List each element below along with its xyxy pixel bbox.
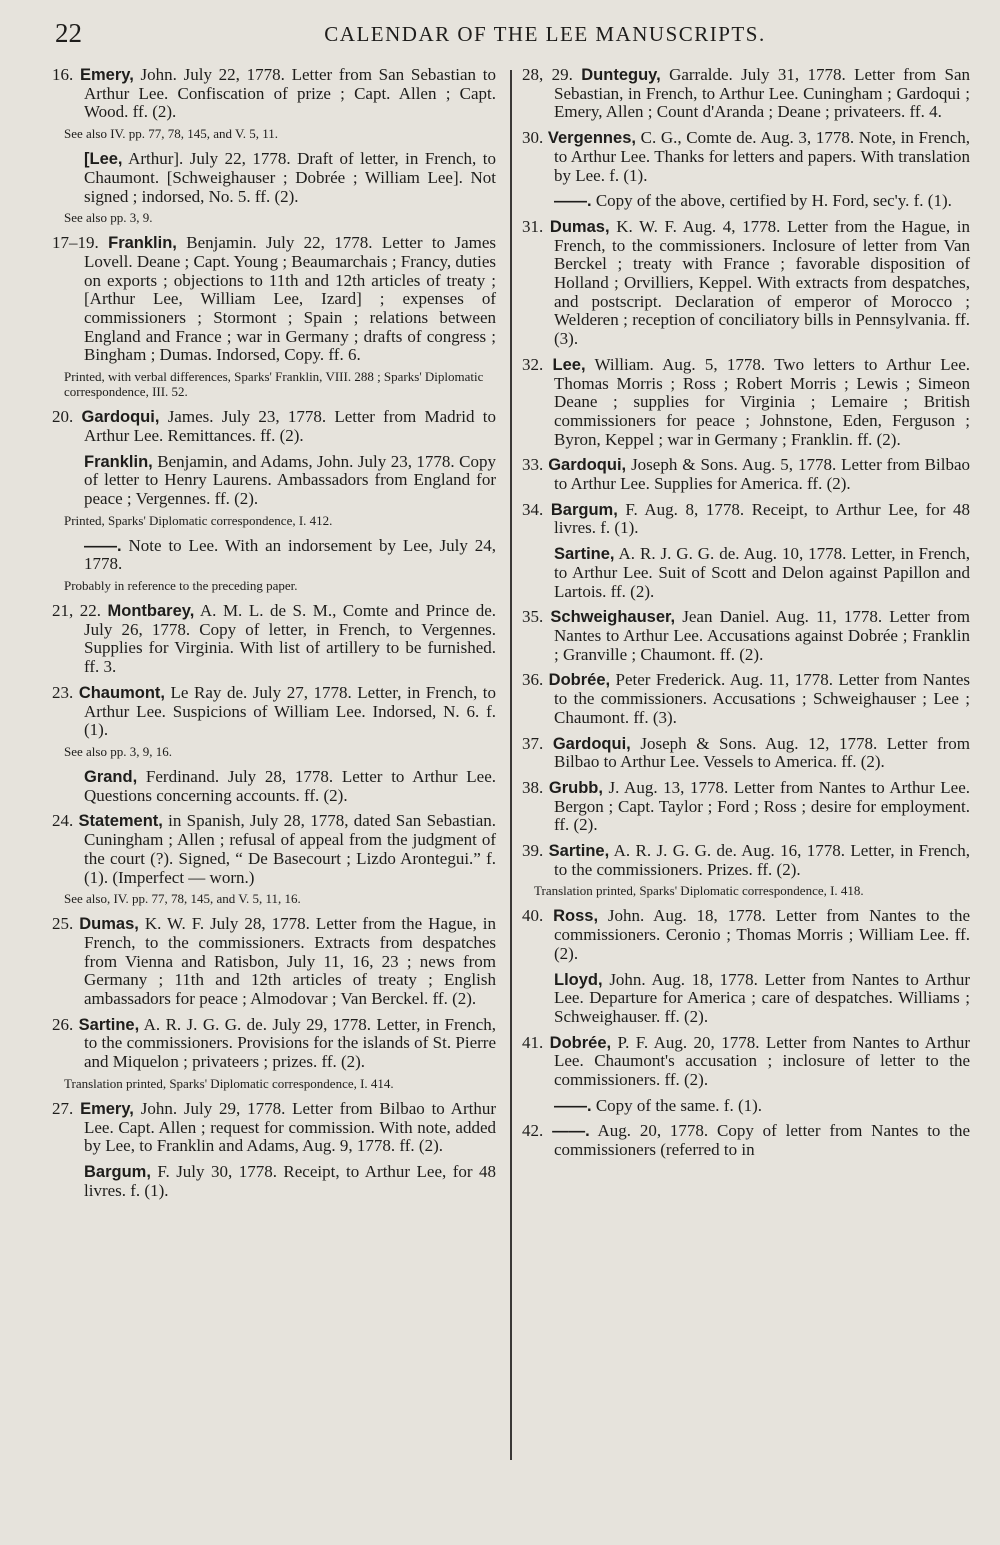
entry-note: See also pp. 3, 9. [64,210,153,226]
entry-text: Copy of the above, certified by H. Ford, sec'y. f. (1). [591,191,952,211]
entry-text: William. Aug. 5, 1778. Two letters to Arthur Lee. Thomas Morris ; Ross ; Robert Morris ; Lewis ; Simeon Deane ; supplies for Virginia ; Lemaire ; British commissioners for peace ; Johnstone, Eden, Ferguson ; Byron, Keppel ; war in Germany ; Franklin. ff. (2). [554,354,970,449]
entry-text: James. July 23, 1778. Letter from Madrid to Arthur Lee. Remittances. ff. (2). [84,407,497,445]
entry-text: P. F. Aug. 20, 1778. Letter from Nantes to Arthur Lee. Chaumont's accusation ; inclosure of letter to the commissioners. ff. (2). [554,1032,970,1090]
calendar-entry [52,684,496,740]
entry-text: Joseph & Sons. Aug. 12, 1778. Letter from Bilbao to Arthur Lee. Vessels to America. ff. (2). [554,733,970,772]
entry-number: 24. [52,811,74,831]
entry-number: 27. [52,1098,74,1118]
entry-name: ——. [554,1096,592,1115]
calendar-entry [52,1163,496,1200]
entry-name: Montbarey, [107,602,195,621]
calendar-entry [52,915,496,1009]
calendar-entry [522,1097,970,1116]
calendar-entry [522,218,970,349]
entry-number: 28, 29. [522,65,573,84]
entry-number: 21, 22. [52,601,102,621]
entry-name: ——. [552,1122,590,1141]
entry-text: Copy of the same. f. (1). [591,1095,763,1115]
entry-text: A. R. J. G. G. de. Aug. 16, 1778. Letter, in French, to the commissioners. Prizes. ff. (2). [554,841,970,879]
entry-text: Joseph & Sons. Aug. 5, 1778. Letter from Bilbao to Arthur Lee. Supplies for America. ff. (2). [554,455,971,494]
entry-text: John. Aug. 18, 1778. Letter from Nantes to the commissioners. Ceronio ; Thomas Morris ; William Lee. ff. (2). [554,906,971,963]
calendar-entry [522,1122,970,1159]
entry-name: Gardoqui, [552,734,631,753]
entry-note: See also pp. 3, 9, 16. [64,743,172,759]
entry-text: F. July 30, 1778. Receipt, to Arthur Lee, for 48 livres. f. (1). [84,1161,496,1200]
column-divider [510,70,512,1460]
entry-number: 36. [522,670,544,690]
calendar-entry [522,129,970,185]
entry-name: Bargum, [550,500,618,519]
entry-name: Schweighauser, [550,608,676,627]
entry-name: [Lee, [84,150,123,169]
entry-number: 26. [52,1014,74,1034]
entry-number: 16. [52,65,74,84]
entry-text: F. Aug. 8, 1778. Receipt, to Arthur Lee, for 48 livres. f. (1). [554,499,971,538]
calendar-entry [52,1100,496,1156]
entry-number: 32. [522,354,544,374]
calendar-entry [522,842,970,879]
calendar-entry [522,545,970,601]
entry-name: ——. [554,192,592,211]
entry-text: Peter Frederick. Aug. 11, 1778. Letter from Nantes to the commissioners. Accusations ; Schweighauser ; Lee ; Chaumont. ff. (3). [554,670,971,727]
calendar-entry [522,608,970,664]
entry-number: 41. [522,1032,544,1052]
entry-note: Printed, with verbal differences, Sparks' Franklin, VIII. 288 ; Sparks' Diplomatic correspondence, III. 52. [64,369,484,400]
entry-text: Le Ray de. July 27, 1778. Letter, in French, to Arthur Lee. Suspicions of William Lee. Indorsed, N. 6. f. (1). [84,682,496,740]
calendar-entry [522,907,970,963]
entry-text: K. W. F. July 28, 1778. Letter from the Hague, in French, to the commissioners. Extracts from despatches from Vienna and Ratisbon, July 11, 16, 23 ; news from Germany ; 11th and 12th articles of treaty ; English ambassadors for peace ; Almodovar ; Van Berckel. ff. (2). [84,914,497,1009]
calendar-entry [52,150,496,206]
entry-name: Statement, [78,812,163,831]
calendar-entry [522,456,970,493]
entry-name: Emery, [79,66,134,84]
calendar-entry [52,66,496,122]
entry-text: John. July 22, 1778. Letter from San Sebastian to Arthur Lee. Confiscation of prize ; Capt. Allen ; Capt. Wood. ff. (2). [84,65,497,122]
calendar-entry [522,779,970,835]
entry-name: Chaumont, [78,683,165,702]
entry-number: 38. [522,777,544,797]
entry-name: Dobrée, [549,1033,612,1052]
entry-name: Dunteguy, [581,66,661,84]
entry-name: Grand, [84,767,138,786]
page-header [55,18,975,54]
calendar-entry [522,1034,970,1090]
entry-name: Lloyd, [554,970,603,989]
entry-number: 39. [522,841,544,861]
entry-number: 25. [52,914,74,934]
entry-name: Sartine, [78,1015,140,1034]
entry-note: Translation printed, Sparks' Diplomatic correspondence, I. 418. [534,883,864,899]
entry-text: Arthur]. July 22, 1778. Draft of letter, in French, to Chaumont. [Schweighauser ; Dobrée ; William Lee]. Not signed ; indorsed, No. 5. ff. (2). [84,149,496,206]
entry-text: Benjamin, and Adams, John. July 23, 1778. Copy of letter to Henry Laurens. Ambassadors from England for peace ; Vergennes. ff. (2). [84,451,496,508]
calendar-entry [52,1016,496,1072]
right-column [522,66,970,1167]
entry-number: 31. [522,216,544,236]
entry-name: Franklin, [84,452,153,471]
entry-text: J. Aug. 13, 1778. Letter from Nantes to Arthur Lee. Bergon ; Capt. Taylor ; Ford ; Ross ; desire for employment. ff. (2). [554,777,971,835]
entry-text: A. M. L. de S. M., Comte and Prince de. July 26, 1778. Copy of letter, in French, to Vergennes. Supplies for Virginia. With list of artillery to be furnished. ff. 3. [84,601,497,677]
calendar-entry [522,971,970,1027]
entry-number: 35. [522,607,544,627]
entry-name: Dumas, [79,915,139,934]
calendar-entry [52,537,496,574]
left-column [52,66,496,1207]
entry-note: See also IV. pp. 77, 78, 145, and V. 5, 11. [64,126,279,142]
entry-note: Printed, Sparks' Diplomatic correspondence, I. 412. [64,512,333,528]
entry-name: Ross, [553,907,599,926]
entry-number: 33. [522,455,544,475]
entry-name: Grubb, [548,778,603,797]
entry-name: Gardoqui, [548,456,627,475]
entry-text: Garralde. July 31, 1778. Letter from San Sebastian, in French, to Arthur Lee. Cuningham ; Gardoqui ; Emery, Allen ; Count d'Aranda ; Deane ; privateers. ff. 4. [554,65,970,122]
entry-name: Lee, [552,355,586,374]
entry-name: ——. [84,536,122,555]
entry-text: Jean Daniel. Aug. 11, 1778. Letter from Nantes to Arthur Lee. Accusations against Dobrée ; Franklin ; Granville ; Chaumont. ff. (2). [554,607,971,664]
calendar-entry [522,356,970,450]
entry-number: 42. [522,1121,544,1141]
entry-name: Sartine, [548,842,610,861]
entry-text: Benjamin. July 22, 1778. Letter to James Lovell. Deane ; Capt. Young ; Beaumarchais ; Francy, duties on exports ; objections to 11th and 12th articles of treaty ; [Arthur Lee, William Lee, Izard] ; expenses of commissioners ; Stormont ; Spain ; relations between England and France ; war in Germany ; drafts of congress ; Bingham ; Dumas. Indorsed, Copy. ff. 6. [84,233,497,365]
entry-note: Translation printed, Sparks' Diplomatic correspondence, I. 414. [64,1075,394,1091]
running-title: CALENDAR OF THE LEE MANUSCRIPTS. [324,22,766,46]
calendar-entry [52,453,496,509]
calendar-entry [522,671,970,727]
entry-text: Ferdinand. July 28, 1778. Letter to Arthur Lee. Questions concerning accounts. ff. (2). [84,766,496,805]
entry-number: 30. [522,128,544,148]
entry-name: Dumas, [549,217,610,236]
entry-name: Dobrée, [548,671,611,690]
entry-text: A. R. J. G. G. de. July 29, 1778. Letter, in French, to the commissioners. Provisions for the islands of St. Pierre and Miquelon ; privateers ; prizes. ff. (2). [84,1014,496,1072]
entry-text: in Spanish, July 28, 1778, dated San Sebastian. Cuningham ; Allen ; refusal of appeal from the judgment of the court (?). Signed, “ De Basecourt ; Lizdo Arontegui.” f. (1). (Imperfect — worn.) [84,811,496,887]
entry-text: K. W. F. Aug. 4, 1778. Letter from the Hague, in French, to the commissioners. Inclosure of letter from Van Berckel ; treaty with France ; favorable disposition of Holland ; Orvilliers, Keppel. With extracts from despatches, and postscript. Declaration of emperor of Morocco ; Welderen ; reception of conciliatory bills in Pennsylvania. ff. (3). [554,216,971,349]
entry-name: Vergennes, [547,129,636,148]
calendar-entry [522,66,970,122]
entry-text: Aug. 20, 1778. Copy of letter from Nantes to the commissioners (referred to in [554,1121,970,1160]
entry-number: 34. [522,499,544,519]
entry-text: John. July 29, 1778. Letter from Bilbao to Arthur Lee. Capt. Allen ; request for commission. With note, added by Lee, to Franklin and Adams, Aug. 9, 1778. ff. (2). [84,1098,497,1156]
entry-name: Emery, [80,1099,134,1118]
entry-number: 37. [522,733,544,753]
calendar-entry [522,192,970,211]
entry-number: 20. [52,407,74,427]
entry-note: See also, IV. pp. 77, 78, 145, and V. 5, 11, 16. [64,891,301,907]
entry-name: Bargum, [84,1162,151,1181]
entry-text: A. R. J. G. G. de. Aug. 10, 1778. Letter, in French, to Arthur Lee. Suit of Scott and Delon against Papillon and Lartois. ff. (2). [554,544,970,601]
calendar-entry [52,234,496,365]
calendar-entry [522,501,970,538]
entry-name: Gardoqui, [81,408,160,427]
entry-number: 23. [52,682,74,702]
calendar-entry [52,812,496,887]
entry-name: Franklin, [108,234,177,253]
calendar-entry [52,408,496,445]
entry-text: John. Aug. 18, 1778. Letter from Nantes to Arthur Lee. Departure for America ; care of despatches. Williams ; Schweighauser. ff. (2). [554,969,970,1026]
entry-note: Probably in reference to the preceding paper. [64,578,298,594]
entry-number: 17–19. [52,233,99,253]
entry-name: Sartine, [554,545,615,564]
entry-text: C. G., Comte de. Aug. 3, 1778. Note, in French, to Arthur Lee. Thanks for letters and papers. With translation by Lee. f. (1). [554,128,971,185]
calendar-entry [52,768,496,805]
calendar-entry [52,602,496,677]
page-number: 22 [55,18,82,48]
entry-number: 40. [522,906,544,926]
entry-text: Note to Lee. With an indorsement by Lee, July 24, 1778. [84,535,496,574]
calendar-entry [522,735,970,772]
